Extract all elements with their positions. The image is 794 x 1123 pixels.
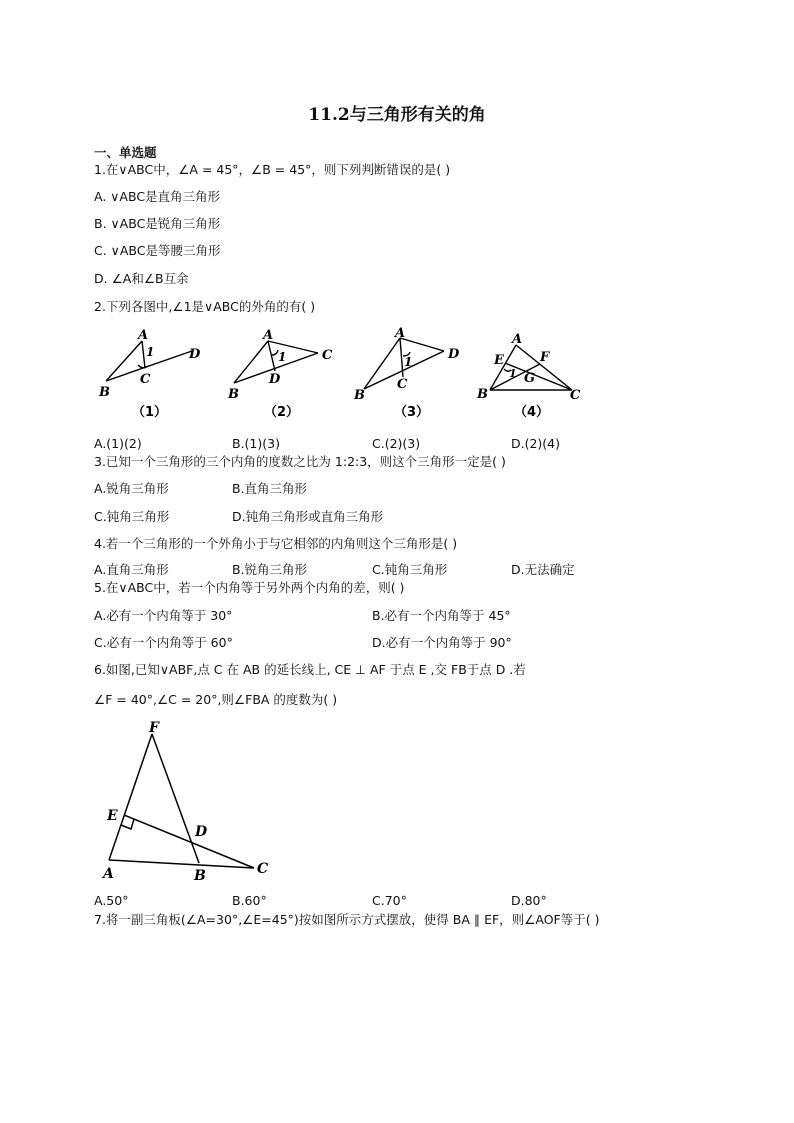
q2-option-d: D.(2)(4) xyxy=(511,436,561,451)
fig1-label-a: A xyxy=(138,328,149,343)
fig4-label-c: C xyxy=(570,388,581,403)
question-7-stem: 7.将一副三角板(∠A=30°,∠E=45°)按如图所示方式摆放，使得 BA ∥ EF，则∠AOF等于( ) xyxy=(94,912,600,927)
q1-option-c: C. ∨ABC是等腰三角形 xyxy=(94,243,221,258)
q5-option-c: C.必有一个内角等于 60° xyxy=(94,635,233,650)
fig2-label-a: A xyxy=(263,328,274,343)
fig1-label-c: C xyxy=(140,372,151,387)
question-6-stem-line1: 6.如图,已知∨ABF,点 C 在 AB 的延长线上, CE ⊥ AF 于点 E ,交 FB于点 D .若 xyxy=(94,662,526,677)
q2-figures xyxy=(94,325,594,425)
fig1-label-b: B xyxy=(99,385,110,400)
q5-option-d: D.必有一个内角等于 90° xyxy=(372,635,512,650)
q4-option-b: B.锐角三角形 xyxy=(232,562,308,577)
q3-option-d: D.钝角三角形或直角三角形 xyxy=(232,509,384,524)
q5-option-a: A.必有一个内角等于 30° xyxy=(94,608,233,623)
q2-option-c: C.(2)(3) xyxy=(372,436,421,451)
q6-label-a: A xyxy=(103,866,114,882)
fig3-label-1: 1 xyxy=(404,355,413,369)
fig2-label-1: 1 xyxy=(278,350,287,364)
q3-option-c: C.钝角三角形 xyxy=(94,509,170,524)
q4-option-d: D.无法确定 xyxy=(511,562,575,577)
question-4-stem: 4.若一个三角形的一个外角小于与它相邻的内角则这个三角形是( ) xyxy=(94,536,458,551)
fig3-label-c: C xyxy=(397,377,408,392)
q6-label-c: C xyxy=(257,861,269,877)
fig3-label-a: A xyxy=(395,326,406,341)
q6-label-b: B xyxy=(194,868,206,884)
fig4-label-e: E xyxy=(494,353,504,368)
fig2-label-b: B xyxy=(228,387,239,402)
fig4-label-b: B xyxy=(477,387,488,402)
fig4-caption: （4） xyxy=(514,405,550,420)
q6-option-d: D.80° xyxy=(511,893,547,908)
q6-option-b: B.60° xyxy=(232,893,267,908)
q1-option-d: D. ∠A和∠B互余 xyxy=(94,271,189,286)
q6-label-e: E xyxy=(107,808,118,824)
q3-option-a: A.锐角三角形 xyxy=(94,481,169,496)
q1-option-a: A. ∨ABC是直角三角形 xyxy=(94,189,221,204)
fig1-label-d: D xyxy=(189,347,201,362)
question-1-stem: 1.在∨ABC中，∠A = 45°，∠B = 45°，则下列判断错误的是( ) xyxy=(94,162,451,177)
fig4-label-a: A xyxy=(512,332,523,347)
question-3-stem: 3.已知一个三角形的三个内角的度数之比为 1:2:3，则这个三角形一定是( ) xyxy=(94,454,506,469)
fig2-label-d: D xyxy=(269,372,281,387)
fig3-caption: （3） xyxy=(394,405,430,420)
q6-option-a: A.50° xyxy=(94,893,129,908)
q6-figure xyxy=(94,718,284,888)
q1-option-b: B. ∨ABC是锐角三角形 xyxy=(94,216,221,231)
q2-option-a: A.(1)(2) xyxy=(94,436,142,451)
fig4-label-f: F xyxy=(540,350,550,365)
page-title: 11.2与三角形有关的角 xyxy=(308,105,486,125)
fig3-label-b: B xyxy=(354,388,365,403)
fig1-caption: （1） xyxy=(132,405,168,420)
fig2-caption: （2） xyxy=(264,405,300,420)
fig2-label-c: C xyxy=(322,348,333,363)
q4-option-a: A.直角三角形 xyxy=(94,562,169,577)
section-heading: 一、单选题 xyxy=(94,145,157,160)
fig4-label-1: 1 xyxy=(509,367,517,380)
q6-label-d: D xyxy=(195,824,208,840)
q2-option-b: B.(1)(3) xyxy=(232,436,280,451)
question-6-stem-line2: ∠F = 40°,∠C = 20°,则∠FBA 的度数为( ) xyxy=(94,692,338,707)
fig1-label-1: 1 xyxy=(146,345,155,359)
q3-option-b: B.直角三角形 xyxy=(232,481,308,496)
q6-option-c: C.70° xyxy=(372,893,407,908)
fig3-label-d: D xyxy=(448,347,460,362)
q5-option-b: B.必有一个内角等于 45° xyxy=(372,608,511,623)
fig4-label-g: G xyxy=(524,371,536,386)
question-5-stem: 5.在∨ABC中，若一个内角等于另外两个内角的差，则( ) xyxy=(94,580,405,595)
question-2-stem: 2.下列各图中,∠1是∨ABC的外角的有( ) xyxy=(94,299,316,314)
q6-label-f: F xyxy=(149,720,159,736)
q4-option-c: C.钝角三角形 xyxy=(372,562,448,577)
